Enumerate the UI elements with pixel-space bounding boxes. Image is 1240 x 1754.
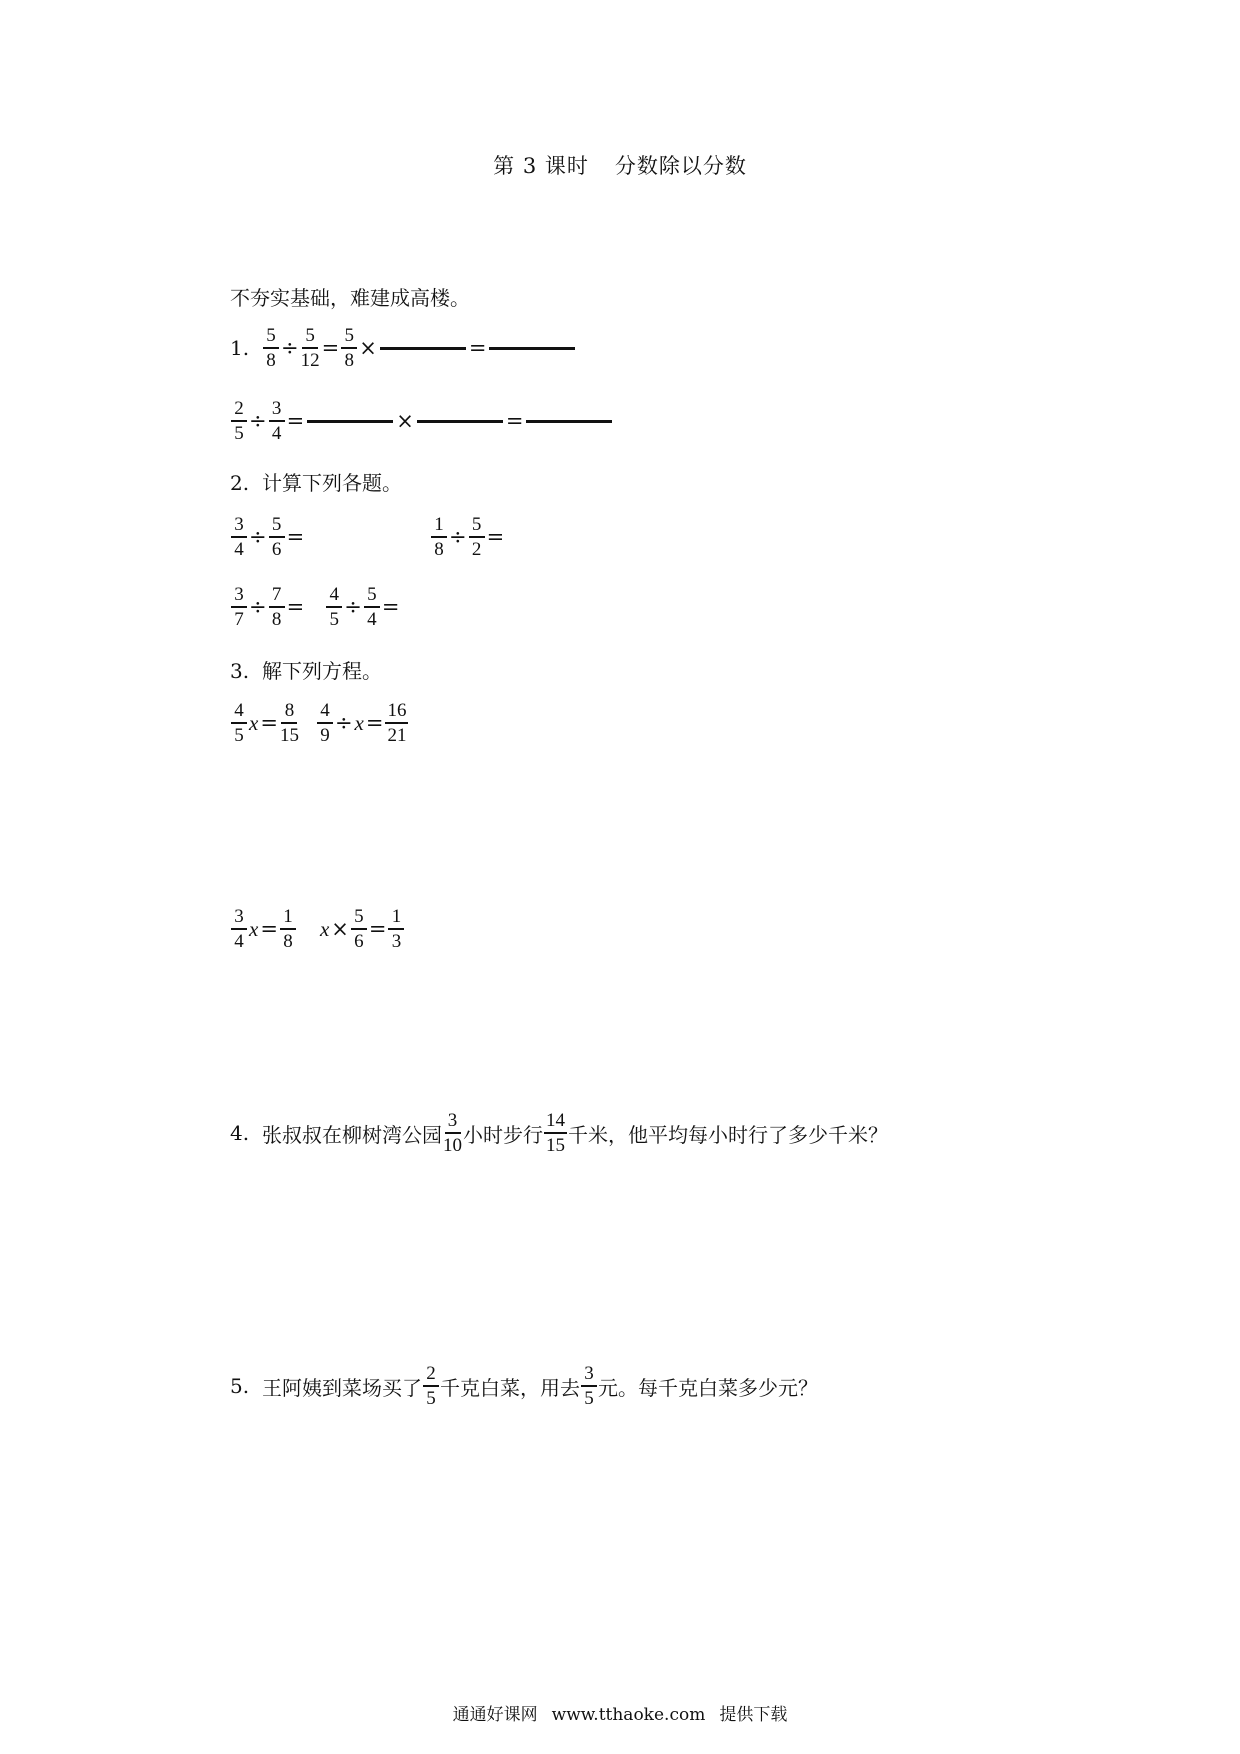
equals-sign: = (468, 336, 487, 360)
fraction: $\frac{1}{8}$ (280, 906, 296, 952)
equals-sign: = (505, 409, 524, 433)
q1-line1 (230, 325, 577, 371)
q5-text-c: 元。每千克白菜多少元？ (598, 1375, 818, 1400)
q3-equation-1 (230, 700, 300, 746)
footer-site-name: 通通好课网 (452, 1705, 538, 1725)
fraction: $\frac{2}{5}$ (423, 1363, 439, 1409)
q3-row-2 (230, 906, 405, 952)
fraction: $\frac{2}{5}$ (231, 398, 247, 444)
equals-sign: = (486, 525, 505, 549)
fraction: $\frac{14}{15}$ (546, 1110, 565, 1156)
lesson-topic: 分数除以分数 (614, 154, 747, 178)
fraction: $\frac{8}{15}$ (279, 700, 299, 746)
answer-blank[interactable] (307, 420, 393, 423)
divide-sign: ÷ (249, 525, 267, 549)
equals-sign: = (381, 595, 400, 619)
answer-blank[interactable] (417, 420, 503, 423)
q3-row-1 (230, 700, 409, 746)
divide-sign: ÷ (334, 711, 353, 735)
fraction: $\frac{3}{4}$ (269, 398, 285, 444)
q2-item-4 (325, 584, 400, 630)
fraction: $\frac{3}{10}$ (443, 1110, 462, 1156)
q5-number: 5. (230, 1374, 250, 1398)
q3-prompt (230, 655, 382, 684)
q2-item-3 (230, 584, 305, 630)
footer-url[interactable]: www.tthaoke.com (551, 1705, 706, 1725)
variable: x (249, 710, 259, 735)
equals-sign: = (286, 409, 305, 433)
equals-sign: = (321, 336, 340, 360)
equals-sign: = (365, 711, 384, 735)
variable: x (319, 916, 330, 941)
q4-text-a: 张叔叔在柳树湾公园 (262, 1122, 442, 1147)
fraction: $\frac{5}{6}$ (269, 514, 285, 560)
fraction: $\frac{1}{8}$ (431, 514, 447, 560)
fraction: $\frac{1}{3}$ (388, 906, 404, 952)
q5-text-b: 千克白菜，用去 (440, 1375, 580, 1400)
q3-equation-4 (319, 906, 406, 952)
fraction: $\frac{5}{8}$ (263, 325, 279, 371)
equals-sign: = (260, 917, 278, 941)
q3-prompt-text: 解下列方程。 (262, 659, 382, 683)
q4-text-c: 千米，他平均每小时行了多少千米？ (568, 1122, 888, 1147)
fraction: $\frac{3}{7}$ (231, 584, 247, 630)
answer-blank[interactable] (380, 347, 466, 350)
answer-blank[interactable] (489, 347, 575, 350)
fraction: $\frac{5}{8}$ (341, 325, 357, 371)
times-sign: × (359, 336, 377, 360)
fraction: $\frac{5}{6}$ (351, 906, 367, 952)
footer-suffix: 提供下载 (719, 1705, 788, 1725)
q2-prompt-text: 计算下列各题。 (262, 471, 402, 495)
q5-question (230, 1363, 818, 1409)
divide-sign: ÷ (344, 595, 362, 619)
q4-question (230, 1110, 888, 1156)
divide-sign: ÷ (249, 595, 267, 619)
divide-sign: ÷ (449, 525, 467, 549)
times-sign: × (396, 409, 414, 433)
fraction: $\frac{5}{12}$ (300, 325, 320, 371)
fraction: $\frac{4}{5}$ (231, 700, 247, 746)
q5-text-a: 王阿姨到菜场买了 (262, 1375, 422, 1400)
q3-equation-2 (316, 700, 410, 746)
equals-sign: = (286, 595, 305, 619)
fraction: $\frac{16}{21}$ (387, 700, 407, 746)
fraction: $\frac{4}{9}$ (317, 700, 333, 746)
q2-prompt (230, 467, 402, 496)
q3-number: 3. (230, 659, 250, 683)
equals-sign: = (368, 917, 387, 941)
q2-number: 2. (230, 471, 250, 495)
q2-item-2 (430, 514, 505, 560)
q3-equation-3 (230, 906, 297, 952)
q2-item-1 (230, 514, 305, 560)
variable: x (249, 916, 259, 941)
footer (0, 1700, 1240, 1725)
divide-sign: ÷ (281, 336, 299, 360)
fraction: $\frac{5}{4}$ (364, 584, 380, 630)
fraction: $\frac{7}{8}$ (269, 584, 285, 630)
intro-text: 不夯实基础，难建成高楼。 (230, 286, 470, 310)
equals-sign: = (260, 711, 278, 735)
lesson-label: 第 3 课时 (493, 154, 589, 178)
q1-line2 (230, 398, 614, 444)
fraction: $\frac{3}{4}$ (231, 514, 247, 560)
fraction: $\frac{3}{5}$ (581, 1363, 597, 1409)
q4-text-b: 小时步行 (463, 1122, 543, 1147)
fraction: $\frac{3}{4}$ (231, 906, 247, 952)
fraction: $\frac{4}{5}$ (326, 584, 342, 630)
times-sign: × (331, 917, 349, 941)
divide-sign: ÷ (249, 409, 267, 433)
equals-sign: = (286, 525, 305, 549)
q4-number: 4. (230, 1121, 250, 1145)
variable: x (354, 710, 364, 735)
page-title (0, 150, 1240, 180)
q2-row-2 (230, 584, 400, 630)
fraction: $\frac{5}{2}$ (469, 514, 485, 560)
q1-number: 1. (230, 336, 250, 360)
answer-blank[interactable] (526, 420, 612, 423)
